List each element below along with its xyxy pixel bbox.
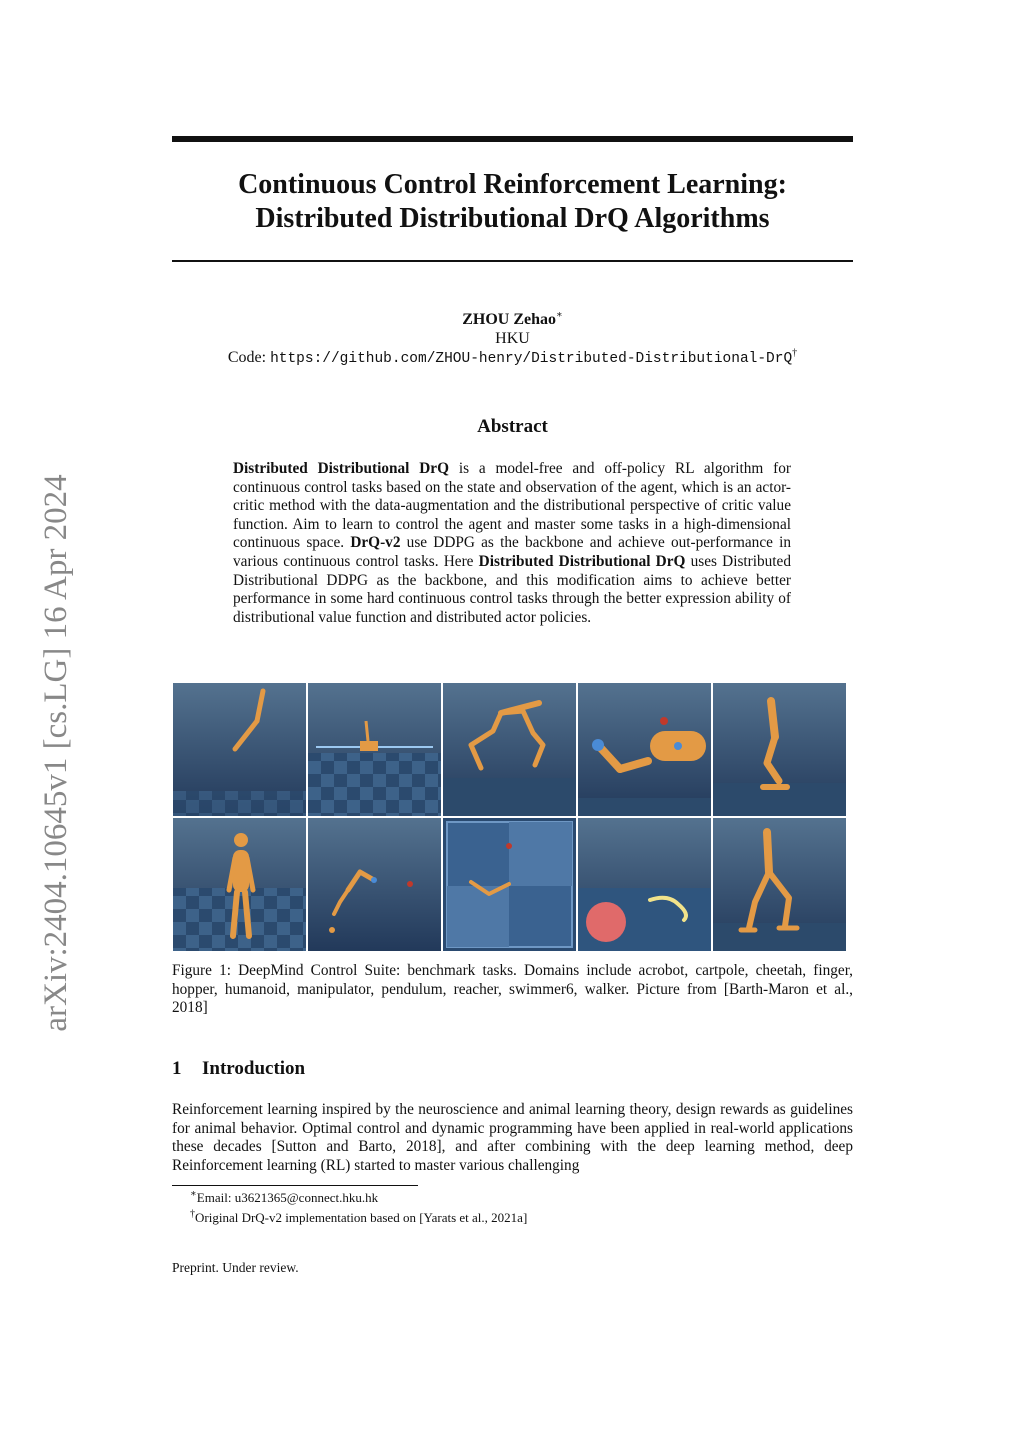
tile-finger (578, 683, 711, 816)
author-name: ZHOU Zehao (462, 311, 556, 328)
section-heading (172, 1058, 305, 1080)
title-top-rule (172, 136, 853, 142)
tile-pendulum (443, 818, 576, 951)
section-number: 1 (172, 1058, 182, 1079)
paper-title (172, 168, 853, 236)
title-line-2: Distributed Distributional DrQ Algorithms (255, 203, 770, 234)
footnote-1 (190, 1190, 378, 1206)
abstract-text-3: uses Distributed Distributional DDPG as the backbone, and this modification aims to achieve better performance in some hard continuous control tasks through the better expression ability of distributional value function and distributed actor policies. (233, 552, 791, 626)
tile-cartpole (308, 683, 441, 816)
author-block (172, 310, 853, 369)
tile-humanoid (173, 818, 306, 951)
tile-cheetah (443, 683, 576, 816)
figure-1-grid (173, 683, 851, 951)
footnote-2-mark: † (190, 1208, 195, 1220)
code-url-link[interactable]: https://github.com/ZHOU-henry/Distributed-Distributional-DrQ (270, 351, 793, 367)
author-name-mark: ∗ (556, 309, 563, 321)
tile-swimmer (578, 818, 711, 951)
footnote-1-text: Email: u3621365@connect.hku.hk (196, 1190, 379, 1205)
author-affiliation: HKU (495, 330, 530, 347)
abstract-text-2: use DDPG as the backbone and achieve out-performance in various continuous control tasks. Here (233, 534, 791, 570)
figure-1-caption: Figure 1: DeepMind Control Suite: benchmark tasks. Domains include acrobot, cartpole, cheetah, finger, hopper, humanoid, manipulator, pendulum, reacher, swimmer6, walker. Picture from [Barth-Maron et al., 2018] (172, 962, 853, 1017)
tile-manipulator (308, 818, 441, 951)
footnote-1-mark: ∗ (190, 1188, 197, 1200)
title-bottom-rule (172, 260, 853, 262)
arxiv-sidebar-stamp: arXiv:2404.10645v1 [cs.LG] 16 Apr 2024 (38, 474, 74, 1032)
abstract-text-1: is a model-free and off-policy RL algorithm for continuous control tasks based on the state and observation of the agent, which is an actor-critic method with the data-augmentation and the distributional perspective of critic value function. Aim to learn to control the agent and master some tasks in a high-dimensional continuous space. (233, 460, 791, 552)
footnote-2-text: Original DrQ-v2 implementation based on [Yarats et al., 2021a] (195, 1210, 528, 1225)
tile-walker (713, 818, 846, 951)
introduction-text: Reinforcement learning inspired by the neuroscience and animal learning theory, design rewards as guidelines for animal behavior. Optimal control and dynamic programming have been applied in real-world applications these decades [Sutton and Barto, 2018], and after combining with the deep learning method, deep Reinforcement learning (RL) started to master various challenging (172, 1101, 853, 1174)
footnote-2 (190, 1210, 527, 1226)
tile-hopper (713, 683, 846, 816)
abstract-body (233, 460, 791, 627)
section-title: Introduction (202, 1058, 306, 1079)
abstract-bold-2: DrQ-v2 (350, 534, 401, 552)
abstract-bold-3: Distributed Distributional DrQ (478, 552, 686, 570)
title-line-1: Continuous Control Reinforcement Learning: (238, 169, 787, 200)
code-url-mark: † (792, 347, 798, 359)
abstract-bold-1: Distributed Distributional DrQ (233, 460, 449, 477)
footnote-rule (172, 1185, 418, 1186)
abstract-heading: Abstract (477, 416, 548, 437)
tile-acrobot (173, 683, 306, 816)
preprint-note: Preprint. Under review. (172, 1260, 299, 1275)
code-label: Code: (227, 349, 271, 366)
